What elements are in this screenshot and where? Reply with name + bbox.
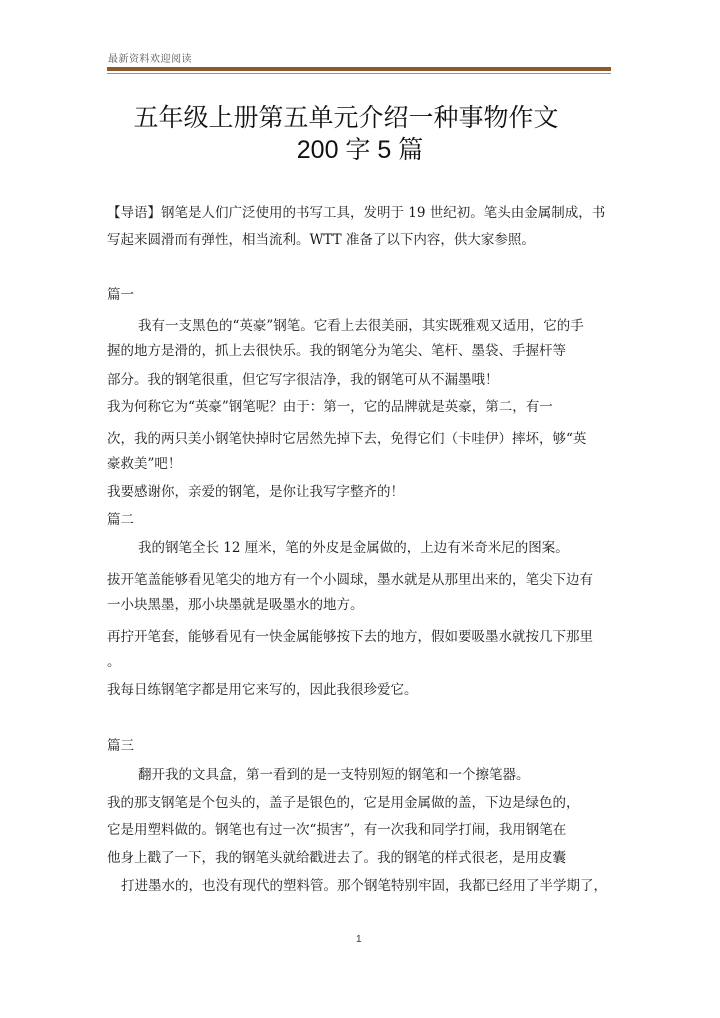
paragraph-line: 握的地方是滑的，抓上去很快乐。我的钢笔分为笔尖、笔杆、墨袋、手握杆等 [107,343,566,359]
header-rule-thick [107,67,611,71]
paragraph-line: 一小块黑墨，那小块墨就是吸墨水的地方。 [107,597,364,613]
page-number: 1 [356,934,362,945]
paragraph-line: 再拧开笔套，能够看见有一快金属能够按下去的地方，假如要吸墨水就按几下那里 [107,629,593,645]
title-line-1: 五年级上册第五单元介绍一种事物作文 [133,103,559,132]
section-label-1: 篇一 [107,287,134,303]
paragraph-line: 拔开笔盖能够看见笔尖的地方有一个小圆球，墨水就是从那里出来的，笔尖下边有 [107,572,593,588]
paragraph-line: 我为何称它为“英豪”钢笔呢？由于：第一，它的品牌就是英豪，第二，有一 [107,399,553,415]
paragraph-line: 。 [107,654,121,670]
section-label-3: 篇三 [107,738,134,754]
paragraph-line: 部分。我的钢笔很重，但它写字很洁净，我的钢笔可从不漏墨哦！ [107,372,499,388]
paragraph-line: 打进墨水的，也没有现代的塑料管。那个钢笔特别牢固，我都已经用了半学期了， [121,878,607,894]
header-rule-thin [107,73,611,74]
paragraph-line: 翻开我的文具盒，第一看到的是一支特别短的钢笔和一个擦笔器。 [138,767,530,783]
paragraph-line: 我有一支黑色的“英豪”钢笔。它看上去很美丽，其实既雅观又适用，它的手 [138,318,584,334]
intro-line: 【导语】钢笔是人们广泛使用的书写工具，发明于 19 世纪初。笔头由金属制成，书 [107,205,606,221]
paragraph-line: 他身上戳了一下，我的钢笔头就给戳进去了。我的钢笔的样式很老，是用皮囊 [107,850,566,866]
running-header: 最新资料欢迎阅读 [108,54,192,65]
paragraph-line: 我的那支钢笔是个包头的，盖子是银色的，它是用金属做的盖，下边是绿色的， [107,795,580,811]
paragraph-line: 我的钢笔全长 12 厘米，笔的外皮是金属做的，上边有米奇米尼的图案。 [138,540,569,556]
paragraph-line: 它是用塑料做的。钢笔也有过一次“损害”，有一次我和同学打闹，我用钢笔在 [107,822,567,838]
paragraph-line: 次，我的两只美小钢笔快掉时它居然先掉下去，免得它们（卡哇伊）摔坏，够“英 [107,431,587,447]
paragraph-line: 我要感谢你，亲爱的钢笔，是你让我写字整齐的！ [107,484,404,500]
paragraph-line: 我每日练钢笔字都是用它来写的，因此我很珍爱它。 [107,682,418,698]
paragraph-line: 豪救美”吧！ [107,456,182,472]
intro-line: 写起来圆滑而有弹性，相当流利。WTT 准备了以下内容，供大家参照。 [107,232,535,248]
section-label-2: 篇二 [107,512,134,528]
title-line-2: 200 字 5 篇 [296,136,424,164]
